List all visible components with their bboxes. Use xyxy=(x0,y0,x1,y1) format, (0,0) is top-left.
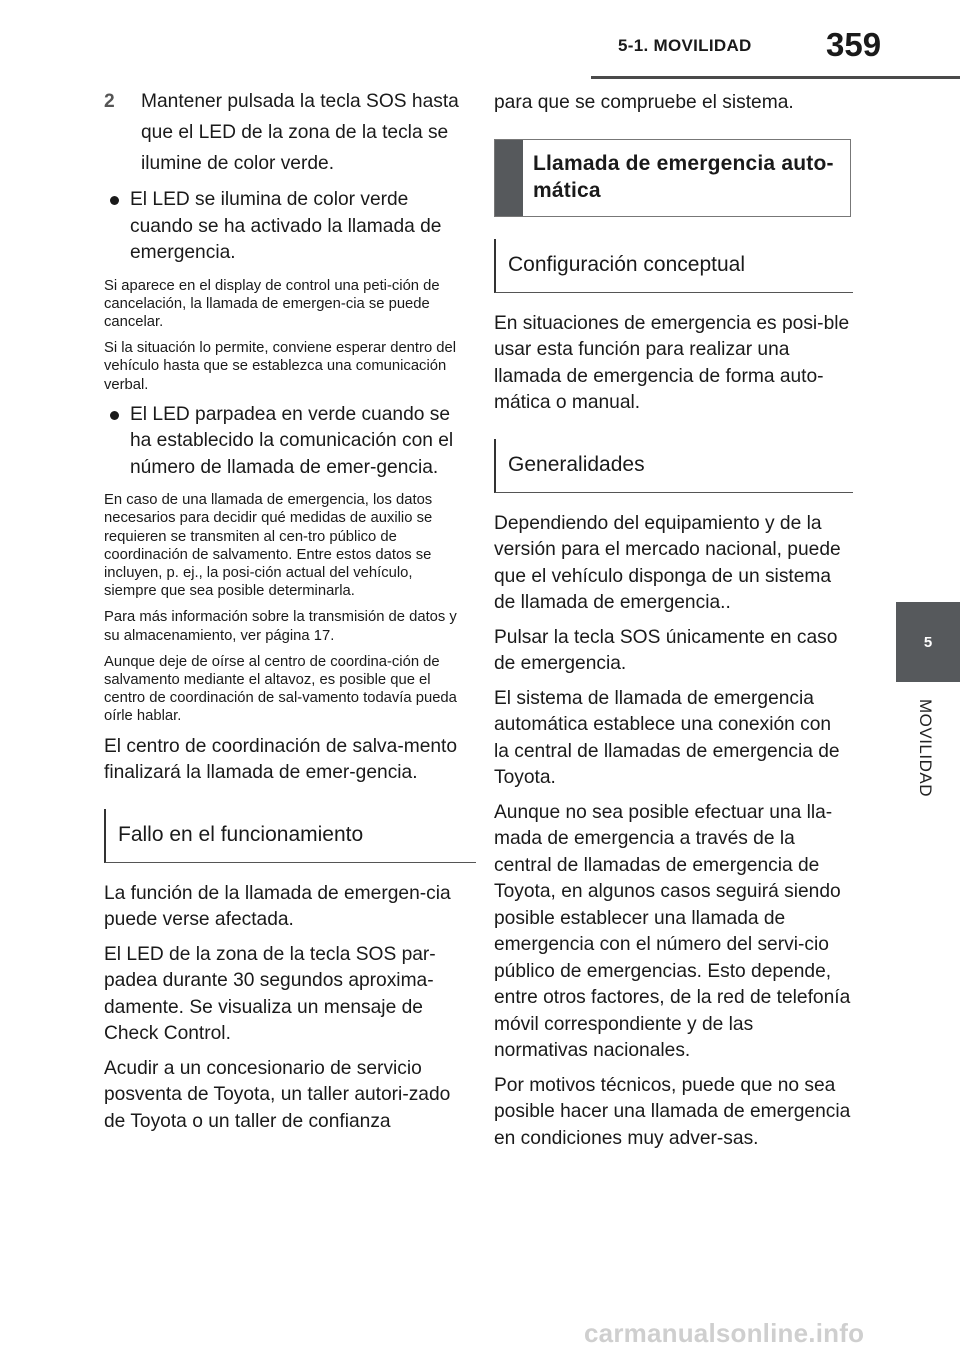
step-text: Mantener pulsada la tecla SOS hasta que el LED de la zona de la tecla se ilumine de color verde. xyxy=(141,91,459,174)
chapter-label-text: MOVILIDAD xyxy=(916,698,935,798)
paragraph: La función de la llamada de emergen-cia puede verse afectada. xyxy=(104,882,451,931)
paragraph: El centro de coordinación de salva-mento finalizará la llamada de emer-gencia. xyxy=(104,735,458,784)
chapter-label xyxy=(893,688,957,808)
chapter-number: 5 xyxy=(923,633,933,651)
paragraph: Pulsar la tecla SOS únicamente en caso de emergencia. xyxy=(494,626,838,674)
header-rule xyxy=(591,76,960,79)
right-column xyxy=(494,86,851,1160)
paragraph: En situaciones de emergencia es posi-ble usar esta función para realizar una llamada de emergencia de forma auto-mática o manual. xyxy=(494,312,850,413)
bullet-item xyxy=(104,402,464,482)
note: Si la situación lo permite, conviene esperar dentro del vehículo hasta que se establezca una comunicación verbal. xyxy=(104,340,457,393)
bullet-text: El LED parpadea en verde cuando se ha establecido la comunicación con el número de llamada de emer-gencia. xyxy=(130,403,454,478)
bullet-text: El LED se ilumina de color verde cuando se ha activado la llamada de emergencia. xyxy=(130,189,442,263)
bullet-item xyxy=(104,187,464,267)
paragraph: El sistema de llamada de emergencia automática establece una conexión con la central de llamadas de emergencia de Toyota. xyxy=(494,687,840,788)
bullet-icon xyxy=(104,187,130,267)
paragraph: El LED de la zona de la tecla SOS par-padea durante 30 segundos aproxima-damente. Se visualiza un mensaje de Check Control. xyxy=(104,943,436,1045)
note: Aunque deje de oírse al centro de coordina-ción de salvamento mediante el altavoz, es posible que el centro de coordinación de sal-vamento todavía pueda oírle hablar. xyxy=(104,653,457,725)
callout-title: Llamada de emergencia auto-mática xyxy=(533,151,834,202)
watermark: carmanualsonline.info xyxy=(584,1318,865,1348)
page-number: 359 xyxy=(826,26,882,63)
paragraph: Aunque no sea posible efectuar una lla-mada de emergencia a través de la central de llamadas de emergencia de Toyota, en algunos casos seguirá siendo posible establecer una llamada de emergencia con el número del servi-cio público de emergencias. Esto depende, entre otros factores, de la red de telefonía móvil correspondiente y de las normativas nacionales. xyxy=(494,801,851,1061)
bullet-icon xyxy=(104,402,130,482)
paragraph: Por motivos técnicos, puede que no sea posible hacer una llamada de emergencia en condiciones muy adver-sas. xyxy=(494,1074,851,1149)
section-callout xyxy=(494,139,851,217)
note: Si aparece en el display de control una peti-ción de cancelación, la llamada de emergen-cia se puede cancelar. xyxy=(104,277,440,330)
note: En caso de una llamada de emergencia, los datos necesarios para decidir qué medidas de auxilio se requieren se transmiten al cen-tro público de coordinación de salvamento. Entre estos datos se incluyen, p. ej., la posi-ción actual del vehículo, siempre que sea posible determinarla. xyxy=(104,492,433,600)
chapter-tab[interactable] xyxy=(896,602,960,682)
paragraph: Dependiendo del equipamiento y de la versión para el mercado nacional, puede que el vehículo disponga de un sistema de llamada de emergencia.. xyxy=(494,512,841,613)
note-page-reference: Para más información sobre la transmisión de datos y su almacenamiento, ver página 17. xyxy=(104,609,457,644)
section-title: 5-1. MOVILIDAD xyxy=(618,36,752,55)
left-column xyxy=(104,86,464,1143)
paragraph: Acudir a un concesionario de servicio posventa de Toyota, un taller autori-zado de Toyota o un taller de confianza xyxy=(104,1057,451,1132)
step-number: 2 xyxy=(104,91,115,112)
subheading-fallo: Fallo en el funcionamiento xyxy=(104,809,476,863)
callout-bar xyxy=(495,140,523,216)
subheading-config: Configuración conceptual xyxy=(494,239,853,293)
step-2 xyxy=(104,86,464,179)
subheading-generalidades: Generalidades xyxy=(494,439,853,493)
paragraph: para que se compruebe el sistema. xyxy=(494,92,794,113)
